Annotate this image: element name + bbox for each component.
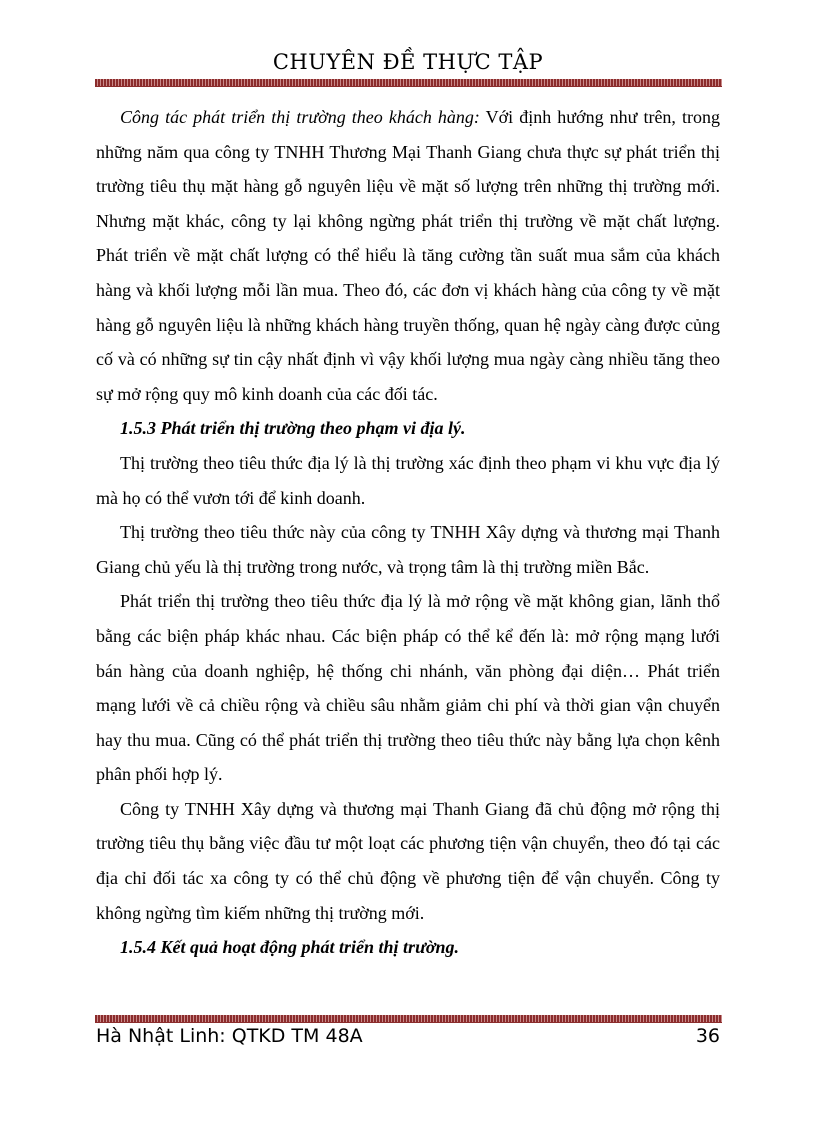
paragraph-lead: Công tác phát triển thị trường theo khách hàng:	[120, 107, 480, 127]
page-number: 36	[695, 1025, 720, 1047]
paragraph-customer-market	[96, 100, 720, 411]
paragraph-company-market: Thị trường theo tiêu thức này của công ty TNHH Xây dựng và thương mại Thanh Giang chủ yếu là thị trường trong nước, và trọng tâm là thị trường miền Bắc.	[96, 522, 720, 577]
paragraph-transport-investment: Công ty TNHH Xây dựng và thương mại Thanh Giang đã chủ động mở rộng thị trường tiêu thụ bằng việc đầu tư một loạt các phương tiện vận chuyển, theo đó tại các địa chỉ đối tác xa công ty có thể chủ động về phương tiện để vận chuyển. Công ty không ngừng tìm kiếm những thị trường mới.	[96, 798, 720, 923]
footer-rule	[95, 1015, 722, 1023]
document-body	[96, 100, 720, 965]
page-header-title: CHUYÊN ĐỀ THỰC TẬP	[272, 50, 544, 74]
paragraph-text: Với định hướng như trên, trong những năm qua công ty TNHH Thương Mại Thanh Giang chưa thực sự phát triển thị trường tiêu thụ mặt hàng gỗ nguyên liệu về mặt số lượng trên những thị trường mới. Nhưng mặt khác, công ty lại không ngừng phát triển thị trường về mặt chất lượng. Phát triển về mặt chất lượng có thể hiểu là tăng cường tần suất mua sắm của khách hàng và khối lượng mỗi lần mua. Theo đó, các đơn vị khách hàng của công ty về mặt hàng gỗ nguyên liệu là những khách hàng truyền thống, quan hệ ngày càng được củng cố và có những sự tin cậy nhất định vì vậy khối lượng mua ngày càng nhiều tăng theo sự mở rộng quy mô kinh doanh của các đối tác.	[96, 107, 720, 404]
paragraph-geographic-definition: Thị trường theo tiêu thức địa lý là thị trường xác định theo phạm vi khu vực địa lý mà họ có thể vươn tới để kinh doanh.	[96, 452, 720, 508]
section-heading-1-5-3: 1.5.3 Phát triển thị trường theo phạm vi địa lý.	[120, 418, 466, 439]
header-rule	[95, 79, 722, 87]
page-footer	[96, 1025, 720, 1047]
paragraph-expansion-methods: Phát triển thị trường theo tiêu thức địa lý là mở rộng về mặt không gian, lãnh thổ bằng các biện pháp khác nhau. Các biện pháp có thể kể đến là: mở rộng mạng lưới bán hàng của doanh nghiệp, hệ thống chi nhánh, văn phòng đại diện… Phát triển mạng lưới về cả chiều rộng và chiều sâu nhằm giảm chi phí và thời gian vận chuyển hay thu mua. Cũng có thể phát triển thị trường theo tiêu thức này bằng lựa chọn kênh phân phối hợp lý.	[96, 591, 720, 785]
footer-author: Hà Nhật Linh: QTKD TM 48A	[96, 1025, 363, 1047]
section-heading-1-5-4: 1.5.4 Kết quả hoạt động phát triển thị trường.	[120, 937, 460, 958]
